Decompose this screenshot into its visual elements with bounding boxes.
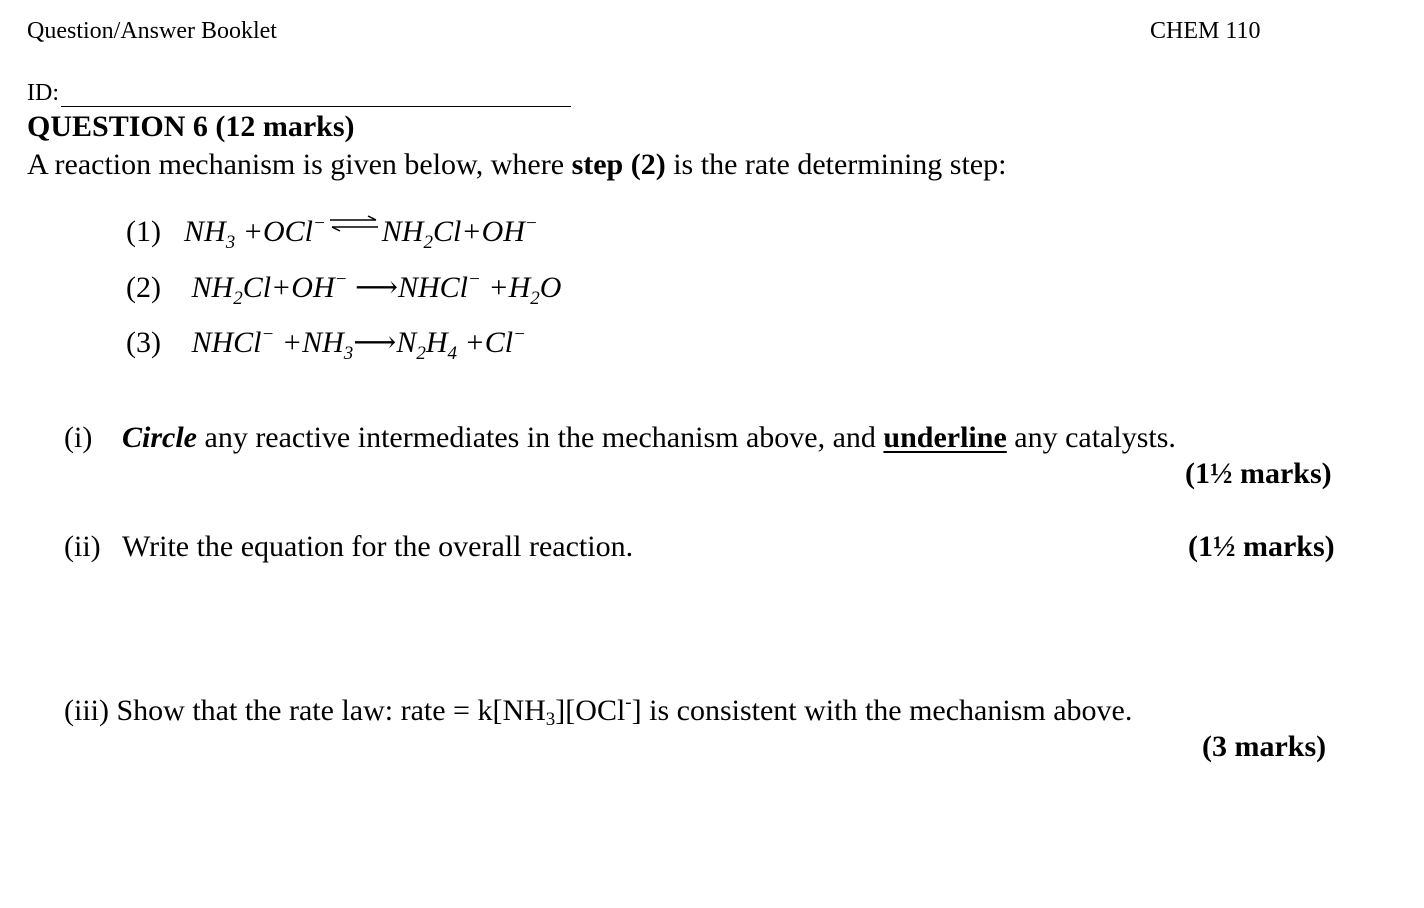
subscript: 2 — [416, 343, 426, 364]
mechanism-step-1 — [126, 213, 538, 253]
header-left: Question/Answer Booklet — [27, 18, 277, 44]
superscript: − — [312, 213, 326, 234]
plus: + — [281, 326, 303, 359]
reactant: OH — [291, 271, 335, 304]
part-ii-label: (ii) — [64, 530, 101, 563]
equilibrium-arrow-icon — [328, 215, 380, 233]
product: NHCl — [397, 271, 469, 304]
product: NH — [381, 215, 424, 248]
part-iii-label: (iii) — [64, 694, 109, 727]
superscript: − — [468, 269, 481, 290]
part-ii-marks: (1½ marks) — [1188, 530, 1335, 563]
reactant: NH — [191, 271, 234, 304]
part-ii-prompt — [64, 530, 633, 564]
underline-word: underline — [883, 421, 1007, 454]
reactant: NHCl — [191, 326, 262, 359]
product: H — [508, 271, 531, 304]
part-i-end: any catalysts. — [1006, 421, 1176, 454]
subscript: 3 — [343, 343, 354, 364]
superscript: − — [513, 324, 526, 345]
intro-before: A reaction mechanism is given below, where — [27, 148, 572, 181]
part-iii-text-after: ] is consistent with the mechanism above. — [631, 694, 1133, 727]
superscript: − — [334, 269, 348, 290]
product: OH — [481, 215, 525, 248]
part-i-label: (i) — [64, 421, 93, 454]
step-number: (2) — [126, 271, 161, 304]
superscript: − — [261, 324, 275, 345]
superscript: − — [524, 213, 538, 234]
reaction-arrow-icon: ⟶ — [354, 271, 398, 304]
reactant-tail: Cl — [242, 271, 272, 304]
product: Cl — [484, 326, 514, 359]
mechanism-step-3 — [126, 324, 526, 364]
product-tail: Cl — [432, 215, 462, 248]
subscript: 3 — [545, 709, 556, 730]
question-intro — [27, 148, 1006, 182]
id-blank-line[interactable] — [61, 82, 571, 107]
step-number: (3) — [126, 326, 161, 359]
part-ii-text: Write the equation for the overall reaction. — [122, 530, 634, 563]
part-i-mid: any reactive intermediates in the mechanism above, and — [197, 421, 884, 454]
plus: + — [464, 326, 485, 359]
superscript: - — [625, 692, 632, 713]
circle-word: Circle — [122, 421, 197, 454]
reactant: OCl — [262, 215, 313, 248]
part-iii-marks: (3 marks) — [1202, 730, 1327, 763]
reaction-arrow-icon: ⟶ — [353, 326, 397, 359]
subscript: 2 — [423, 232, 433, 253]
part-i-marks: (1½ marks) — [1185, 457, 1332, 490]
part-iii-prompt — [64, 694, 1132, 728]
plus: + — [242, 215, 263, 248]
mechanism-step-2 — [126, 269, 562, 309]
plus: + — [461, 215, 482, 248]
header-course-code: CHEM 110 — [1150, 18, 1261, 44]
plus: + — [271, 271, 292, 304]
product-tail: O — [539, 271, 562, 304]
plus: + — [488, 271, 509, 304]
question-title: QUESTION 6 (12 marks) — [27, 110, 355, 143]
part-iii-text-before: Show that the rate law: rate = k[NH — [116, 694, 546, 727]
product: N — [396, 326, 417, 359]
subscript: 4 — [447, 343, 457, 364]
reactant: NH — [302, 326, 344, 359]
subscript: 2 — [233, 288, 243, 309]
subscript: 3 — [225, 232, 236, 253]
reactant: NH — [184, 215, 226, 248]
intro-bold: step (2) — [571, 148, 666, 181]
part-i-prompt — [64, 421, 1176, 455]
intro-after: is the rate determining step: — [665, 148, 1007, 181]
product-mid: H — [425, 326, 448, 359]
id-field[interactable] — [27, 80, 571, 107]
id-label: ID: — [27, 80, 59, 106]
subscript: 2 — [530, 288, 540, 309]
part-iii-text-mid: ][OCl — [555, 694, 626, 727]
step-number: (1) — [126, 215, 161, 248]
